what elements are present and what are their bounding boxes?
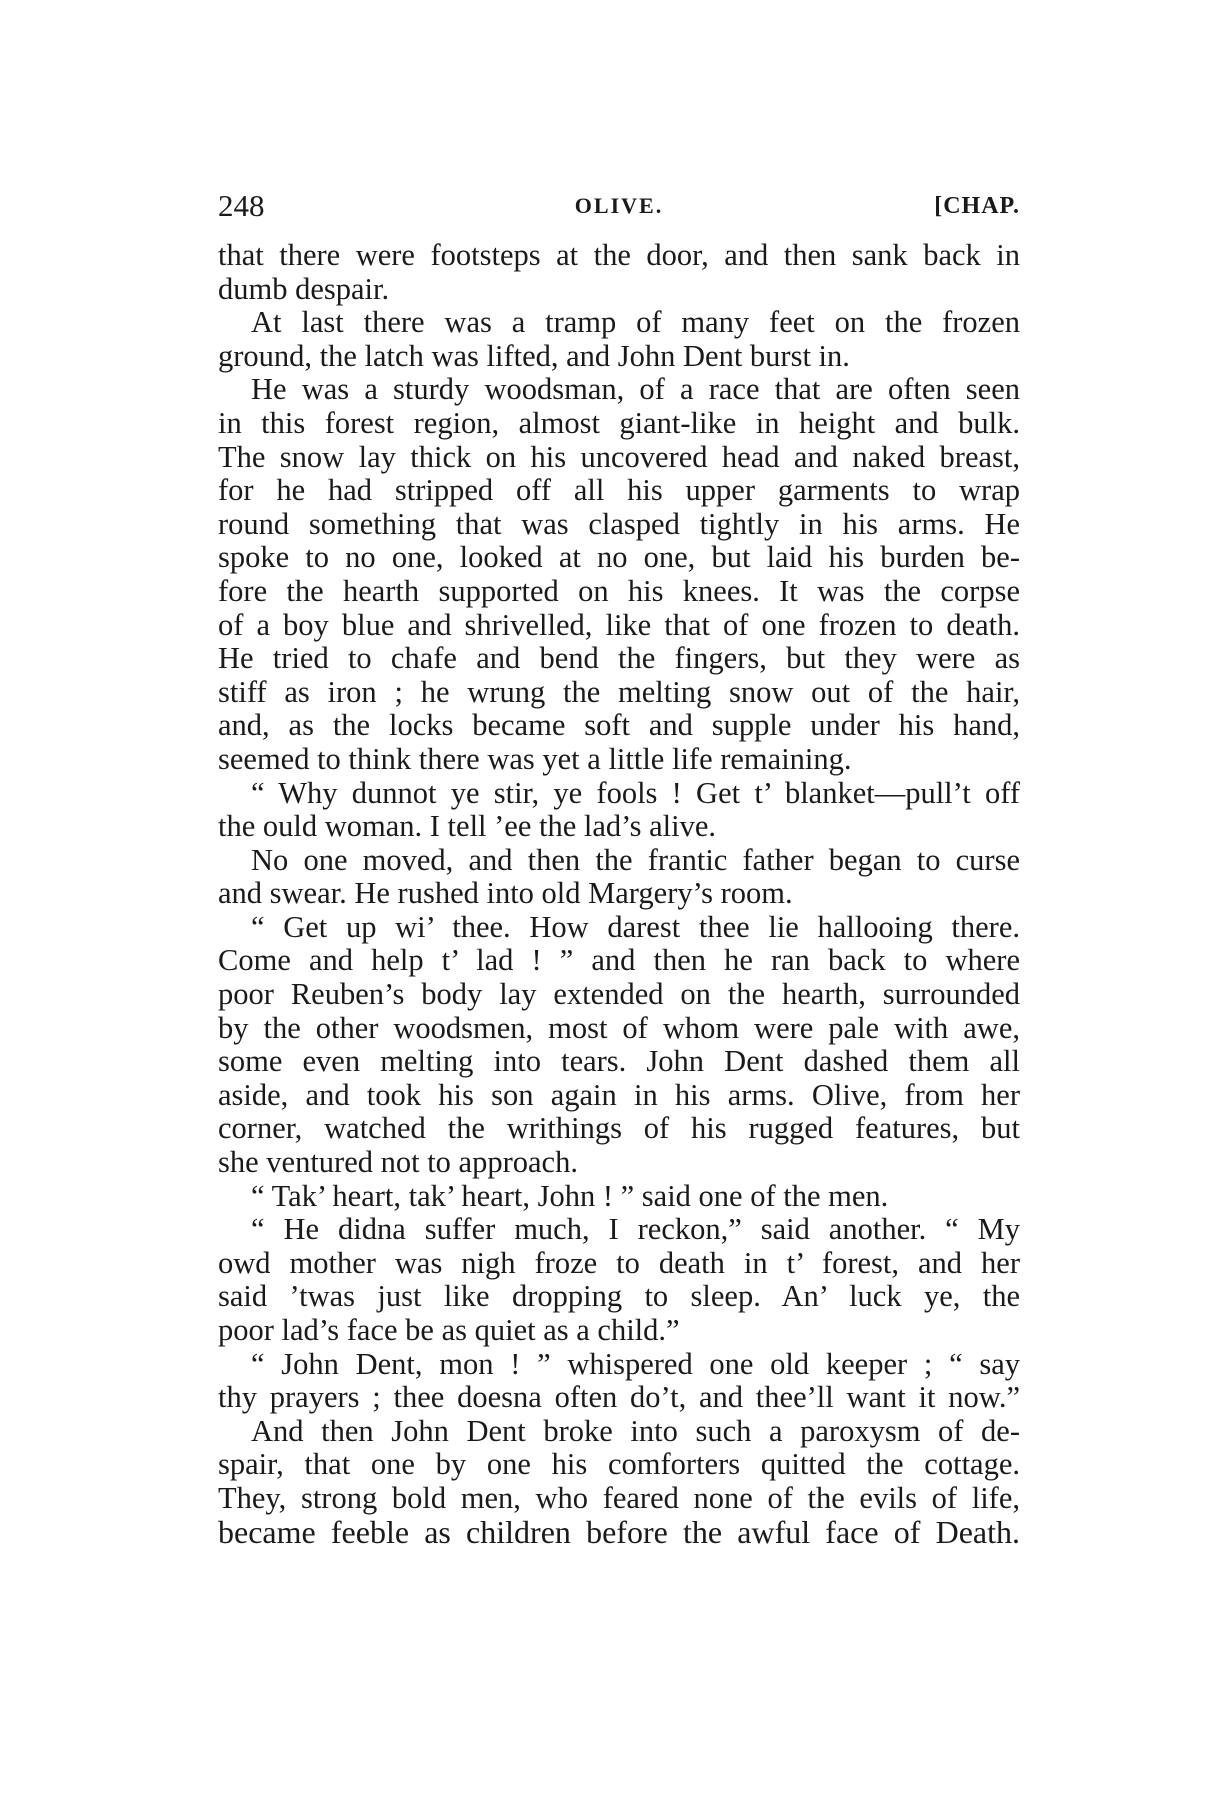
text-line: The snow lay thick on his uncovered head and naked breast, [218,439,1020,474]
body-text [218,239,1020,1549]
text-line: round something that was clasped tightly in his arms. He [218,506,1020,541]
text-line: said ’twas just like dropping to sleep. An’ luck ye, the [218,1279,1020,1314]
text-line: in this forest region, almost giant-like in height and bulk. [218,405,1020,440]
text-line: some even melting into tears. John Dent dashed them all [218,1044,1020,1079]
text-line: aside, and took his son again in his arms. Olive, from her [218,1077,1020,1112]
text-line: “ Get up wi’ thee. How darest thee lie hallooing there. [251,909,1020,944]
running-title: OLIVE. [574,193,664,218]
chapter-label: [CHAP. [934,193,1020,219]
text-line: and swear. He rushed into old Margery’s room. [218,876,793,911]
text-line: seemed to think there was yet a little life remaining. [218,741,852,776]
text-line: stiff as iron ; he wrung the melting snow out of the hair, [218,674,1020,709]
text-line: spair, that one by one his comforters quitted the cottage. [218,1447,1020,1482]
text-line: “ John Dent, mon ! ” whispered one old keeper ; “ say [251,1346,1020,1381]
text-line: for he had stripped off all his upper garments to wrap [218,473,1020,508]
page-number: 248 [218,188,265,223]
text-line: she ventured not to approach. [218,1145,578,1180]
text-line: dumb despair. [218,271,390,306]
text-line: ground, the latch was lifted, and John Dent burst in. [218,338,850,373]
text-line: poor Reuben’s body lay extended on the hearth, surrounded [218,977,1020,1012]
text-line: by the other woodsmen, most of whom were pale with awe, [218,1010,1020,1045]
text-line: They, strong bold men, who feared none of the evils of life, [218,1480,1020,1515]
text-line: “ He didna suffer much, I reckon,” said another. “ My [251,1212,1020,1247]
text-line: the ould woman. I tell ’ee the lad’s alive. [218,809,717,844]
text-line: became feeble as children before the awful face of Death. [218,1513,1020,1550]
text-line: owd mother was nigh froze to death in t’ forest, and her [218,1245,1020,1280]
text-line: “ Tak’ heart, tak’ heart, John ! ” said one of the men. [251,1178,889,1213]
text-line: that there were footsteps at the door, and then sank back in [218,238,1020,272]
text-line: At last there was a tramp of many feet on the frozen [251,305,1020,340]
page-header [218,186,1020,226]
text-line: poor lad’s face be as quiet as a child.” [218,1313,680,1347]
text-line: No one moved, and then the frantic father began to curse [251,842,1020,877]
text-line: And then John Dent broke into such a paroxysm of de- [251,1413,1020,1448]
text-line: He tried to chafe and bend the fingers, but they were as [218,641,1020,676]
text-line: of a boy blue and shrivelled, like that of one frozen to death. [218,607,1020,642]
text-line: and, as the locks became soft and supple under his hand, [218,708,1020,743]
text-line: fore the hearth supported on his knees. It was the corpse [218,573,1020,608]
text-line: corner, watched the writhings of his rugged features, but [218,1111,1020,1146]
text-line: He was a sturdy woodsman, of a race that are often seen [251,372,1020,407]
text-line: Come and help t’ lad ! ” and then he ran back to where [218,943,1020,978]
text-line: thy prayers ; thee doesna often do’t, and thee’ll want it now.” [218,1380,1020,1415]
text-line: spoke to no one, looked at no one, but laid his burden be- [218,540,1020,575]
text-line: “ Why dunnot ye stir, ye fools ! Get t’ blanket—pull’t off [251,775,1020,810]
